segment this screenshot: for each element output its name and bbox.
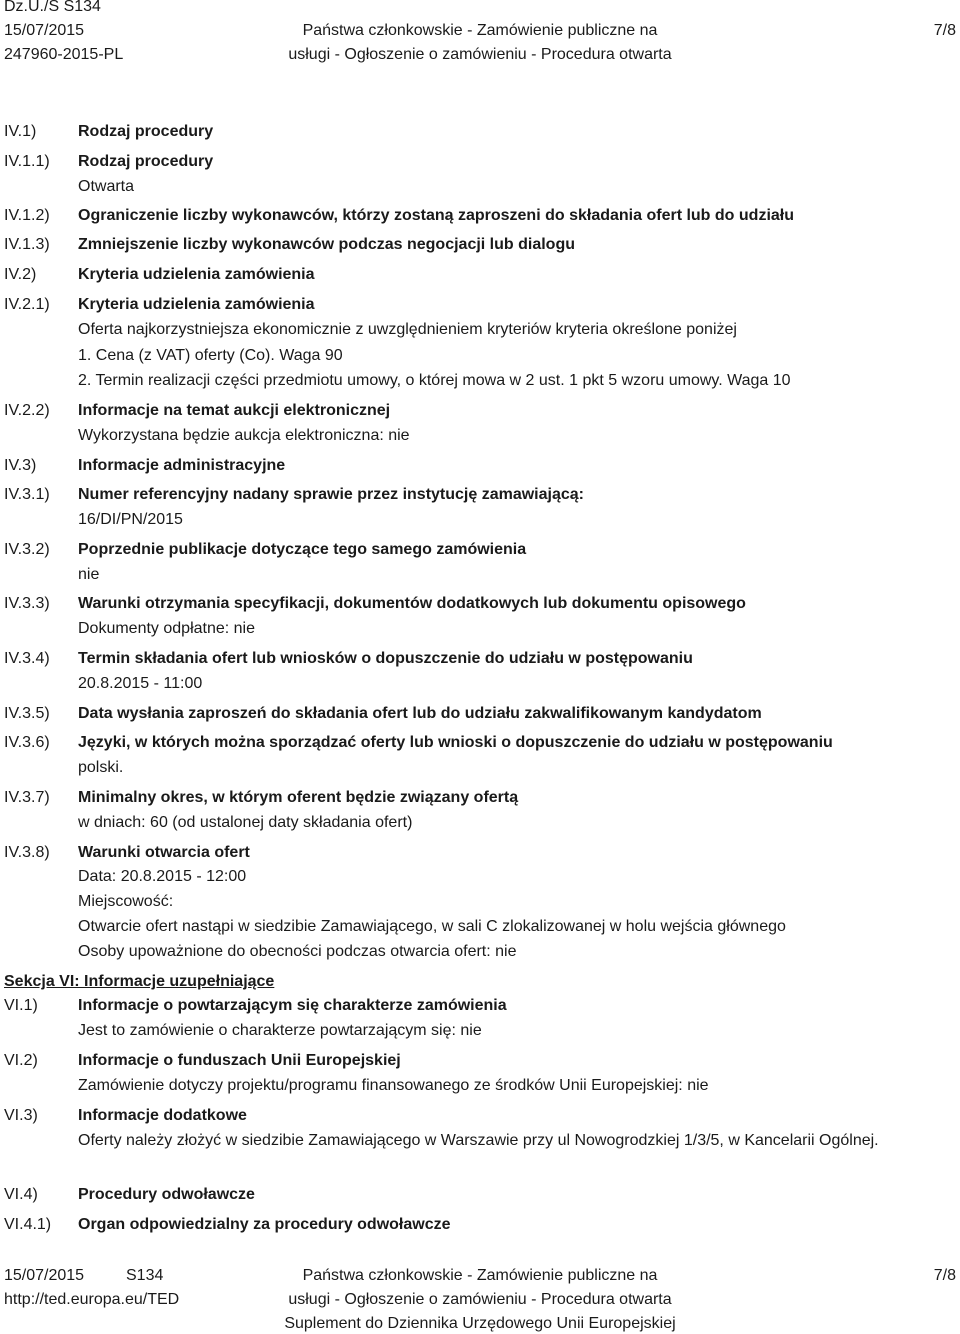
section-number: IV.3.7) <box>4 789 50 806</box>
section-title: Ograniczenie liczby wykonawców, którzy zostaną zaproszeni do składania ofert lub do udziału <box>78 207 794 224</box>
deadline-value: 20.8.2015 - 11:00 <box>78 675 203 692</box>
section-title: Rodzaj procedury <box>78 123 214 140</box>
section-text: 2. Termin realizacji części przedmiotu umowy, o której mowa w 2 ust. 1 pkt 5 wzoru umowy. Waga 10 <box>78 372 791 389</box>
notice-number: 247960-2015-PL <box>4 46 124 63</box>
section-text: Osoby upoważnione do obecności podczas otwarcia ofert: nie <box>78 943 517 960</box>
section-title: Informacje na temat aukcji elektronicznej <box>78 402 391 419</box>
section-title: Kryteria udzielenia zamówienia <box>78 296 315 313</box>
section-title: Warunki otwarcia ofert <box>78 844 250 861</box>
footer-supplement: Suplement do Dziennika Urzędowego Unii Europejskiej <box>284 1315 676 1332</box>
section-title: Organ odpowiedzialny za procedury odwoławcze <box>78 1216 451 1233</box>
reference-number: 16/DI/PN/2015 <box>78 511 183 528</box>
header-title-line1: Państwa członkowskie - Zamówienie publiczne na <box>302 22 658 39</box>
section-text: Oferty należy złożyć w siedzibie Zamawiającego w Warszawie przy ul Nowogrodzkiej 1/3/5, w Kancelarii Ogólnej. <box>78 1132 879 1149</box>
section-number: IV.1.2) <box>4 207 50 224</box>
section-title: Informacje o powtarzającym się charakterze zamówienia <box>78 997 507 1014</box>
section-text: Oferta najkorzystniejsza ekonomicznie z uwzględnieniem kryteriów kryteria określone poniżej <box>78 321 737 338</box>
section-text: Otwarta <box>78 178 135 195</box>
section-number: VI.3) <box>4 1107 38 1124</box>
section-number: IV.3.4) <box>4 650 50 667</box>
section-number: VI.2) <box>4 1052 38 1069</box>
section-title: Warunki otrzymania specyfikacji, dokumentów dodatkowych lub dokumentu opisowego <box>78 595 746 612</box>
footer-date: 15/07/2015 <box>4 1267 85 1284</box>
section-title: Rodzaj procedury <box>78 153 214 170</box>
section-title: Informacje administracyjne <box>78 457 286 474</box>
section-number: VI.4) <box>4 1186 38 1203</box>
section-title: Termin składania ofert lub wniosków o dopuszczenie do udziału w postępowaniu <box>78 650 693 667</box>
section-number: IV.1.3) <box>4 236 50 253</box>
section-number: IV.2) <box>4 266 37 283</box>
journal-ref: Dz.U./S S134 <box>4 0 101 15</box>
section-number: IV.3.2) <box>4 541 50 558</box>
section-text: Jest to zamówienie o charakterze powtarzającym się: nie <box>78 1022 482 1039</box>
section-text: Miejscowość: <box>78 893 174 910</box>
section-text: Wykorzystana będzie aukcja elektroniczna: nie <box>78 427 410 444</box>
section-text: Otwarcie ofert nastąpi w siedzibie Zamawiającego, w sali C zlokalizowanej w holu wejścia głównego <box>78 918 786 935</box>
section-title: Procedury odwoławcze <box>78 1186 255 1203</box>
footer-page-number: 7/8 <box>933 1267 956 1284</box>
section-title: Minimalny okres, w którym oferent będzie związany ofertą <box>78 789 519 806</box>
section-number: VI.1) <box>4 997 38 1014</box>
section-number: IV.3) <box>4 457 37 474</box>
section-text: polski. <box>78 759 124 776</box>
section-title: Poprzednie publikacje dotyczące tego samego zamówienia <box>78 541 527 558</box>
section-title: Zmniejszenie liczby wykonawców podczas negocjacji lub dialogu <box>78 236 575 253</box>
section-number: IV.1.1) <box>4 153 50 170</box>
section-number: IV.3.6) <box>4 734 50 751</box>
section-text: 1. Cena (z VAT) oferty (Co). Waga 90 <box>78 347 343 364</box>
footer-title-line1: Państwa członkowskie - Zamówienie publiczne na <box>302 1267 658 1284</box>
section-number: IV.1) <box>4 123 37 140</box>
section-title: Data wysłania zaproszeń do składania ofert lub do udziału zakwalifikowanym kandydatom <box>78 705 762 722</box>
section-vi-heading: Sekcja VI: Informacje uzupełniające <box>4 973 275 990</box>
section-text: Zamówienie dotyczy projektu/programu finansowanego ze środków Unii Europejskiej: nie <box>78 1077 709 1094</box>
section-title: Kryteria udzielenia zamówienia <box>78 266 315 283</box>
footer-url: http://ted.europa.eu/TED <box>4 1291 180 1308</box>
section-text: nie <box>78 566 100 583</box>
footer-title-line2: usługi - Ogłoszenie o zamówieniu - Procedura otwarta <box>288 1291 672 1308</box>
section-number: VI.4.1) <box>4 1216 52 1233</box>
section-number: IV.3.3) <box>4 595 50 612</box>
section-number: IV.2.1) <box>4 296 50 313</box>
section-text: w dniach: 60 (od ustalonej daty składania ofert) <box>78 814 413 831</box>
section-number: IV.3.5) <box>4 705 50 722</box>
header-date: 15/07/2015 <box>4 22 85 39</box>
header-title-line2: usługi - Ogłoszenie o zamówieniu - Procedura otwarta <box>288 46 672 63</box>
section-number: IV.3.1) <box>4 486 50 503</box>
section-title: Informacje o funduszach Unii Europejskiej <box>78 1052 401 1069</box>
section-text: Data: 20.8.2015 - 12:00 <box>78 868 247 885</box>
section-number: IV.3.8) <box>4 844 50 861</box>
footer-issue: S134 <box>126 1267 164 1284</box>
section-number: IV.2.2) <box>4 402 50 419</box>
section-title: Numer referencyjny nadany sprawie przez instytucję zamawiającą: <box>78 486 584 503</box>
header-page-number: 7/8 <box>933 22 956 39</box>
section-text: Dokumenty odpłatne: nie <box>78 620 255 637</box>
page-footer <box>0 1262 960 1334</box>
section-title: Języki, w których można sporządzać oferty lub wnioski o dopuszczenie do udziału w postępowaniu <box>78 734 833 751</box>
section-title: Informacje dodatkowe <box>78 1107 247 1124</box>
